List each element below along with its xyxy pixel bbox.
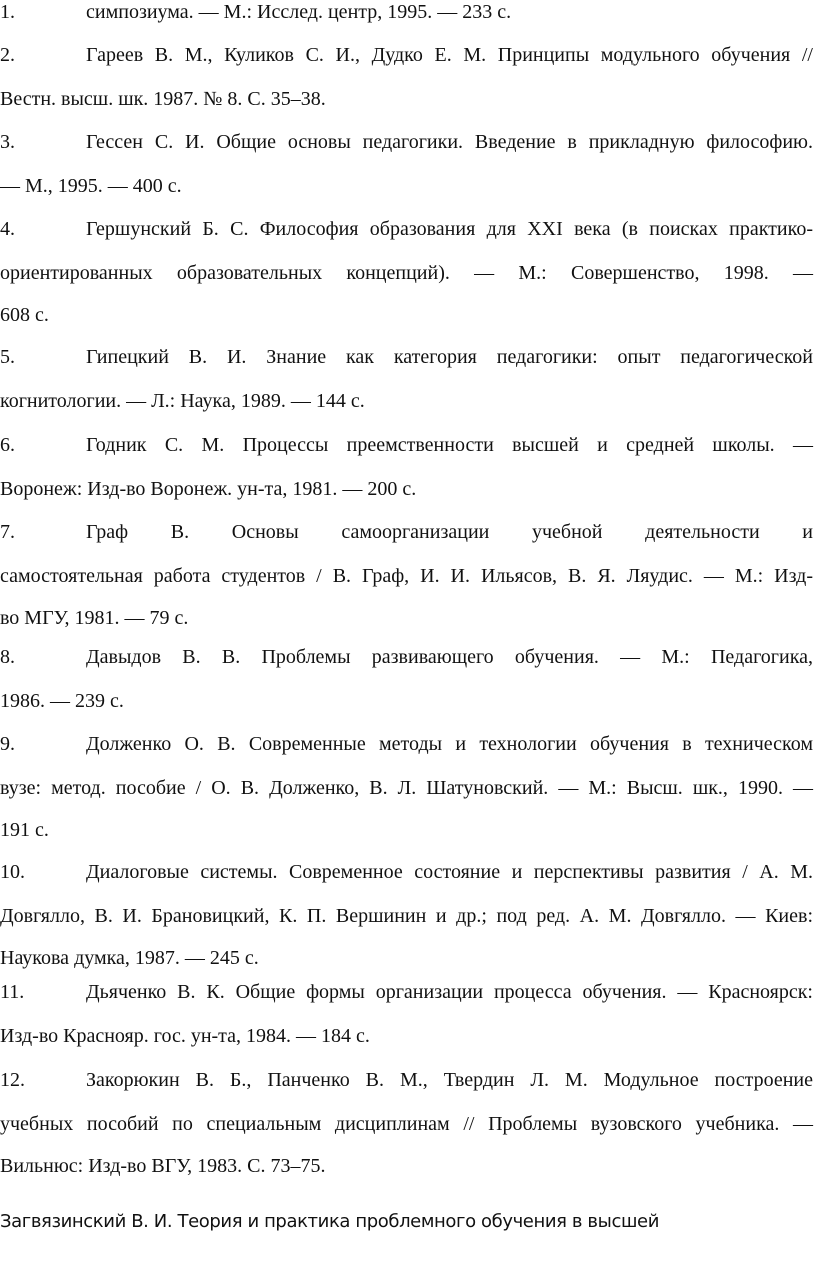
reference-line	[0, 606, 813, 630]
reference-line	[0, 946, 813, 970]
reference-line	[0, 818, 813, 842]
reference-line	[0, 261, 813, 285]
reference-line	[0, 345, 813, 369]
reference-number: 1.	[0, 1, 15, 23]
reference-line	[0, 87, 813, 111]
reference-text: Гареев В. М., Куликов С. И., Дудко Е. М. Принципы модульного обучения //	[86, 44, 813, 66]
reference-number: 2.	[0, 44, 15, 66]
reference-text: Гершунский Б. С. Философия образования для XXI века (в поисках практико-	[86, 218, 813, 240]
reference-line	[0, 732, 813, 756]
reference-line	[0, 1154, 813, 1178]
reference-text: — М., 1995. — 400 с.	[0, 175, 182, 197]
reference-line	[0, 904, 813, 928]
reference-text: самостоятельная работа студентов / В. Граф, И. И. Ильясов, В. Я. Ляудис. — М.: Изд-	[0, 565, 813, 587]
reference-text: Гипецкий В. И. Знание как категория педагогики: опыт педагогической	[86, 346, 813, 368]
reference-text: Граф В. Основы самоорганизации учебной деятельности и	[86, 521, 813, 543]
reference-line	[0, 520, 813, 544]
reference-line	[0, 217, 813, 241]
reference-number: 10.	[0, 861, 25, 883]
reference-number: 9.	[0, 733, 15, 755]
reference-line	[0, 43, 813, 67]
reference-text: Долженко О. В. Современные методы и технологии обучения в техническом	[86, 733, 813, 755]
reference-line	[0, 776, 813, 800]
reference-text: учебных пособий по специальным дисциплинам // Проблемы вузовского учебника. —	[0, 1113, 813, 1135]
reference-number: 5.	[0, 346, 15, 368]
reference-text: Воронеж: Изд-во Воронеж. ун-та, 1981. — 200 с.	[0, 478, 417, 500]
reference-line	[0, 1068, 813, 1092]
reference-line	[0, 389, 813, 413]
reference-number: 6.	[0, 434, 15, 456]
reference-text: ориентированных образовательных концепций). — М.: Совершенство, 1998. —	[0, 262, 813, 284]
reference-line	[0, 645, 813, 669]
reference-line	[0, 860, 813, 884]
reference-text: Давыдов В. В. Проблемы развивающего обучения. — М.: Педагогика,	[86, 646, 813, 668]
reference-number: 4.	[0, 218, 15, 240]
reference-line	[0, 303, 813, 327]
reference-line	[0, 1112, 813, 1136]
reference-line	[0, 564, 813, 588]
reference-line	[0, 174, 813, 198]
reference-line	[0, 1024, 813, 1048]
reference-text: Довгялло, В. И. Брановицкий, К. П. Вершинин и др.; под ред. А. М. Довгялло. — Киев:	[0, 905, 813, 927]
reference-text: симпозиума. — М.: Исслед. центр, 1995. — 233 с.	[86, 1, 512, 23]
reference-line	[0, 980, 813, 1004]
reference-text: во МГУ, 1981. — 79 с.	[0, 607, 189, 629]
reference-line	[0, 433, 813, 457]
reference-text: 608 с.	[0, 304, 49, 326]
reference-line	[0, 689, 813, 713]
reference-text: Изд-во Краснояр. гос. ун-та, 1984. — 184 с.	[0, 1025, 370, 1047]
reference-text: Наукова думка, 1987. — 245 с.	[0, 947, 259, 969]
reference-text: 1986. — 239 с.	[0, 690, 124, 712]
reference-text: Вильнюс: Изд-во ВГУ, 1983. С. 73–75.	[0, 1155, 326, 1177]
reference-number: 11.	[0, 981, 25, 1003]
reference-line	[0, 130, 813, 154]
reference-text: вузе: метод. пособие / О. В. Долженко, В. Л. Шатуновский. — М.: Высш. шк., 1990. —	[0, 777, 813, 799]
reference-line	[0, 0, 813, 24]
reference-text: Закорюкин В. Б., Панченко В. М., Твердин Л. М. Модульное построение	[86, 1069, 813, 1091]
reference-text: Вестн. высш. шк. 1987. № 8. С. 35–38.	[0, 88, 326, 110]
trailing-reference-fragment: Загвязинский В. И. Теория и практика проблемного обучения в высшей	[0, 1211, 659, 1232]
reference-line	[0, 477, 813, 501]
reference-text: Диалоговые системы. Современное состояние и перспективы развития / А. М.	[86, 861, 813, 883]
reference-text: Годник С. М. Процессы преемственности высшей и средней школы. —	[86, 434, 813, 456]
reference-number: 3.	[0, 131, 15, 153]
reference-text: 191 с.	[0, 819, 49, 841]
reference-number: 7.	[0, 521, 15, 543]
reference-text: когнитологии. — Л.: Наука, 1989. — 144 с.	[0, 390, 365, 412]
reference-text: Дьяченко В. К. Общие формы организации процесса обучения. — Красноярск:	[86, 981, 813, 1003]
reference-text: Гессен С. И. Общие основы педагогики. Введение в прикладную философию.	[86, 131, 813, 153]
reference-number: 12.	[0, 1069, 25, 1091]
reference-number: 8.	[0, 646, 15, 668]
